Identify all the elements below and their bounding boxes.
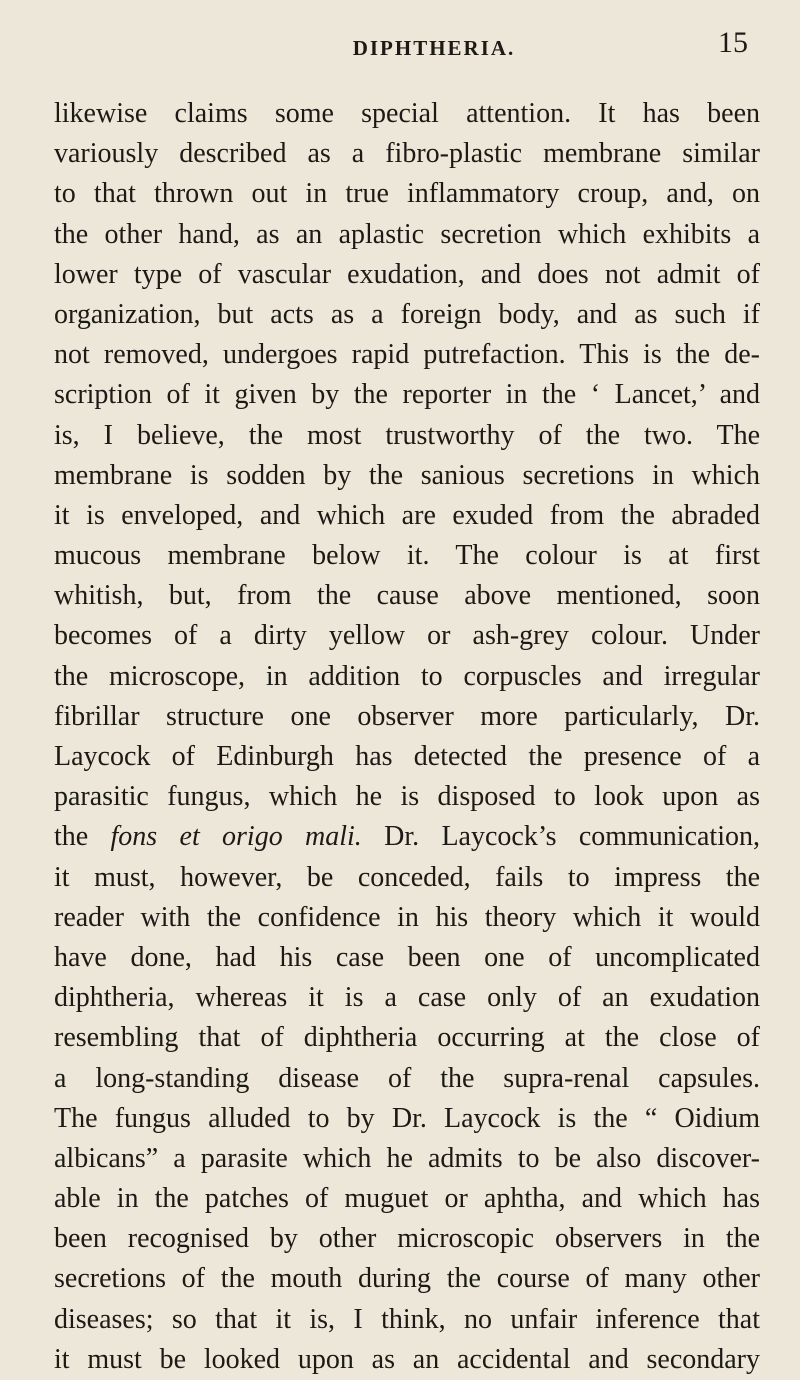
text-line: diseases; so that it is, I think, no unfair inference that: [54, 1303, 760, 1335]
text-line: variously described as a fibro-plastic membrane similar: [54, 138, 760, 170]
body-text: [54, 94, 760, 1380]
text-line-with-latin-phrase: [54, 817, 760, 857]
text-line: reader with the confidence in his theory which it would: [54, 901, 760, 933]
text-line: able in the patches of muguet or aphtha, and which has: [54, 1183, 760, 1215]
text-line: likewise claims some special attention. It has been: [54, 98, 760, 129]
text-line: becomes of a dirty yellow or ash-grey colour. Under: [54, 620, 760, 652]
text-line: mucous membrane below it. The colour is at first: [54, 540, 760, 572]
text-line: albicans” a parasite which he admits to be also discover-: [54, 1142, 760, 1174]
text-line: it is enveloped, and which are exuded from the abraded: [54, 499, 760, 531]
text-line: it must, however, be conceded, fails to impress the: [54, 861, 760, 893]
text-line: secretions of the mouth during the course of many other: [54, 1263, 760, 1295]
text-line: it must be looked upon as an accidental and secondary: [54, 1343, 760, 1375]
text-line: diphtheria, whereas it is a case only of an exudation: [54, 982, 760, 1014]
text-line: not removed, undergoes rapid putrefaction. This is the de-: [54, 339, 760, 371]
text-line: a long-standing disease of the supra-renal capsules.: [54, 1062, 760, 1094]
text-fragment: Dr. Laycock’s communication,: [384, 821, 760, 853]
text-line: whitish, but, from the cause above mentioned, soon: [54, 580, 760, 612]
text-line: organization, but acts as a foreign body, and as such if: [54, 298, 760, 330]
text-line: fibrillar structure one observer more particularly, Dr.: [54, 700, 760, 732]
text-line: to that thrown out in true inflammatory croup, and, on: [54, 178, 760, 210]
text-line: The fungus alluded to by Dr. Laycock is the “ Oidium: [54, 1102, 760, 1134]
latin-phrase: fons et origo mali.: [110, 821, 362, 853]
text-line: membrane is sodden by the sanious secretions in which: [54, 459, 760, 491]
text-line: been recognised by other microscopic observers in the: [54, 1223, 760, 1255]
running-title: DIPHTHERIA.: [352, 36, 516, 60]
page-number: 15: [718, 26, 748, 59]
running-head: [54, 0, 760, 90]
text-line: the microscope, in addition to corpuscles and irregular: [54, 660, 760, 692]
text-line: lower type of vascular exudation, and does not admit of: [54, 258, 760, 290]
text-line: Laycock of Edinburgh has detected the presence of a: [54, 741, 760, 772]
text-line: scription of it given by the reporter in the ‘ Lancet,’ and: [54, 379, 760, 411]
text-fragment: the: [54, 821, 89, 853]
text-line: parasitic fungus, which he is disposed to look upon as: [54, 781, 760, 813]
text-line: is, I believe, the most trustworthy of the two. The: [54, 419, 760, 451]
text-line: have done, had his case been one of uncomplicated: [54, 941, 760, 973]
text-line: the other hand, as an aplastic secretion which exhibits a: [54, 218, 760, 250]
text-line: resembling that of diphtheria occurring at the close of: [54, 1022, 760, 1054]
